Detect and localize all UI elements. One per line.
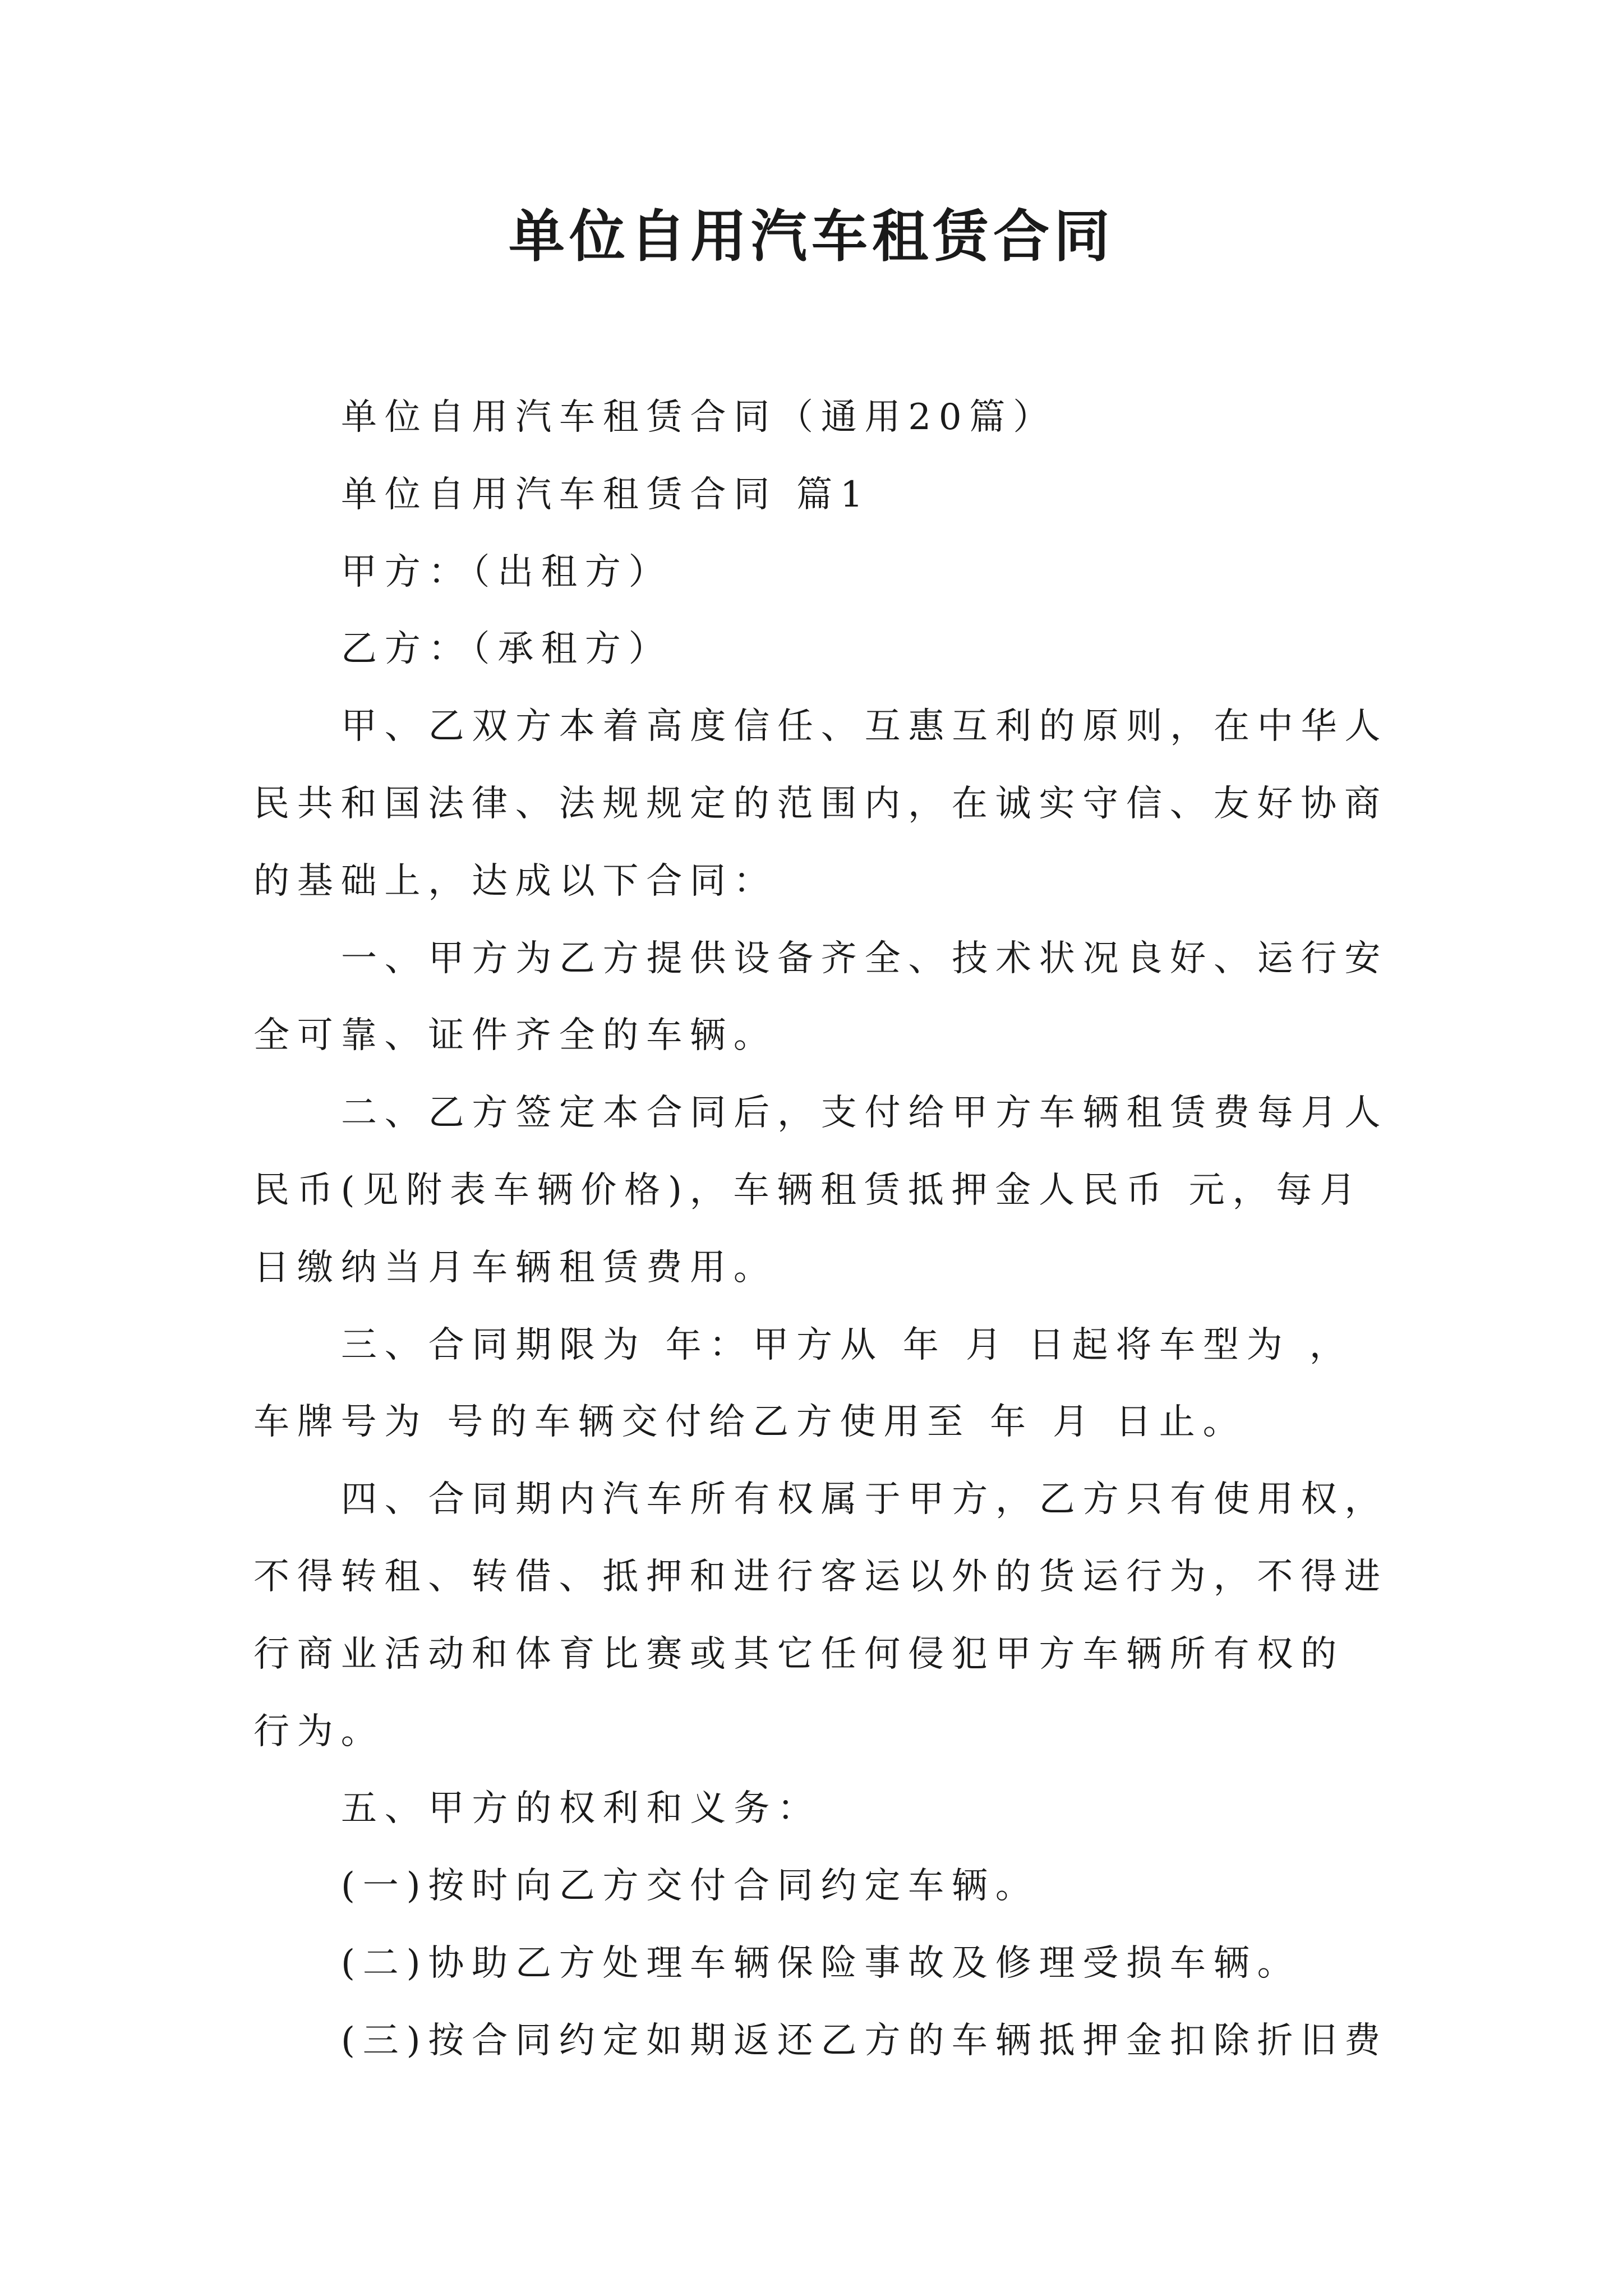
clause-5-heading: 五、甲方的权利和义务： [341, 1788, 821, 1830]
paragraph-line: 行商业活动和体育比赛或其它任何侵犯甲方车辆所有权的 [253, 1633, 1344, 1675]
paragraph-line: 不得转租、转借、抵押和进行客运以外的货运行为，不得进 [253, 1556, 1388, 1598]
preamble-paragraph [253, 688, 1409, 920]
party-b-line: 乙方：（承租方） [341, 628, 672, 670]
paragraph-line: 民币(见附表车辆价格)，车辆租赁抵押金人民币 元，每月 [253, 1169, 1363, 1211]
paragraph-line: 行为。 [253, 1710, 385, 1752]
paragraph-line: 二、乙方签定本合同后，支付给甲方车辆租赁费每月人 [341, 1092, 1389, 1134]
sub-clause-2: (二)协助乙方处理车辆保险事故及修理受损车辆。 [341, 1942, 1301, 1984]
paragraph-line: 全可靠、证件齐全的车辆。 [253, 1015, 777, 1057]
paragraph-line: 车牌号为 号的车辆交付给乙方使用至 年 月 日止。 [253, 1401, 1247, 1443]
article-heading: 单位自用汽车租赁合同 篇1 [341, 473, 871, 516]
clause-2-paragraph [253, 1075, 1409, 1306]
paragraph-line: 三、合同期限为 年：甲方从 年 月 日起将车型为 ， [341, 1324, 1353, 1366]
paragraph-line: 四、合同期内汽车所有权属于甲方，乙方只有使用权， [341, 1479, 1389, 1521]
collection-heading: 单位自用汽车租赁合同（通用20篇） [341, 397, 1057, 438]
sub-clause-3: (三)按合同约定如期返还乙方的车辆抵押金扣除折旧费 [341, 2019, 1388, 2062]
paragraph-line: 日缴纳当月车辆租赁费用。 [253, 1246, 777, 1289]
document-title: 单位自用汽车租赁合同 [509, 203, 1114, 269]
clause-4-paragraph [253, 1461, 1409, 1770]
clause-3-paragraph [253, 1307, 1409, 1462]
sub-clause-1: (一)按时向乙方交付合同约定车辆。 [341, 1865, 1039, 1907]
document-body [253, 379, 1409, 2080]
clause-1-paragraph [253, 921, 1409, 1075]
party-a-line: 甲方：（出租方） [341, 551, 672, 593]
paragraph-line: 甲、乙双方本着高度信任、互惠互利的原则，在中华人 [341, 706, 1389, 748]
paragraph-line: 民共和国法律、法规规定的范围内，在诚实守信、友好协商 [253, 783, 1388, 825]
paragraph-line: 一、甲方为乙方提供设备齐全、技术状况良好、运行安 [341, 937, 1389, 979]
paragraph-line: 的基础上，达成以下合同： [253, 860, 777, 902]
